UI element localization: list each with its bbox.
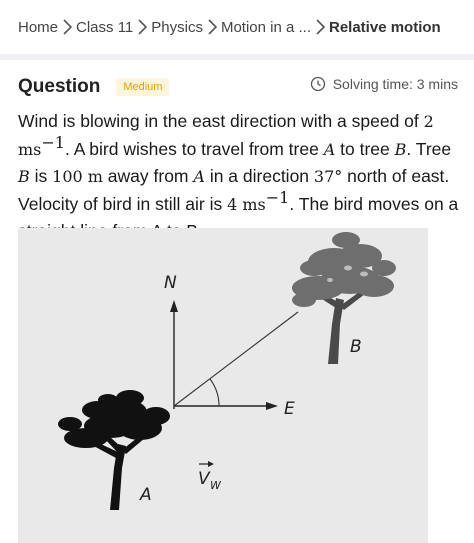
path-line-ab [174,312,298,406]
solving-time [310,76,458,92]
question-title: Question [18,76,101,97]
tree-b [292,232,396,364]
tree-a-label: A [140,485,152,505]
tree-a [58,390,170,510]
question-figure [18,228,428,543]
north-arrowhead [170,300,178,312]
breadcrumb-chapter[interactable]: Motion in a ... [220,18,311,36]
east-label: E [284,399,295,419]
angle-arc [210,379,219,406]
breadcrumb-subject[interactable]: Physics [151,18,203,36]
breadcrumb-class[interactable]: Class 11 [76,18,134,36]
solving-time-label: Solving time: 3 mins [332,76,458,92]
difficulty-badge: Medium [116,78,169,96]
breadcrumb [0,0,474,54]
svg-text:V: V [198,469,210,489]
east-arrowhead [266,402,278,410]
question-header [18,72,458,102]
chevron-right-icon [135,18,149,36]
question-text: Wind is blowing in the east direction with a speed of 2 $ms^{-1}$. A bird wishes to travel from tree A to tree B. Tree B is 100 m away from A in a direction 37° north of east. Velocity of bird in still air is 4 $ms^{-1}$. The bird moves on a [18,111,459,214]
chevron-right-icon [313,18,327,36]
breadcrumb-home[interactable]: Home [18,18,59,36]
clock-icon [310,76,326,92]
section-divider [0,54,474,60]
chevron-right-icon [205,18,219,36]
svg-text:W: W [210,479,221,492]
chevron-right-icon [60,18,74,36]
wind-velocity-label [198,461,222,492]
tree-b-label: B [350,337,362,357]
relative-motion-diagram [18,228,428,543]
north-label: N [164,273,177,293]
breadcrumb-topic: Relative motion [329,18,441,36]
